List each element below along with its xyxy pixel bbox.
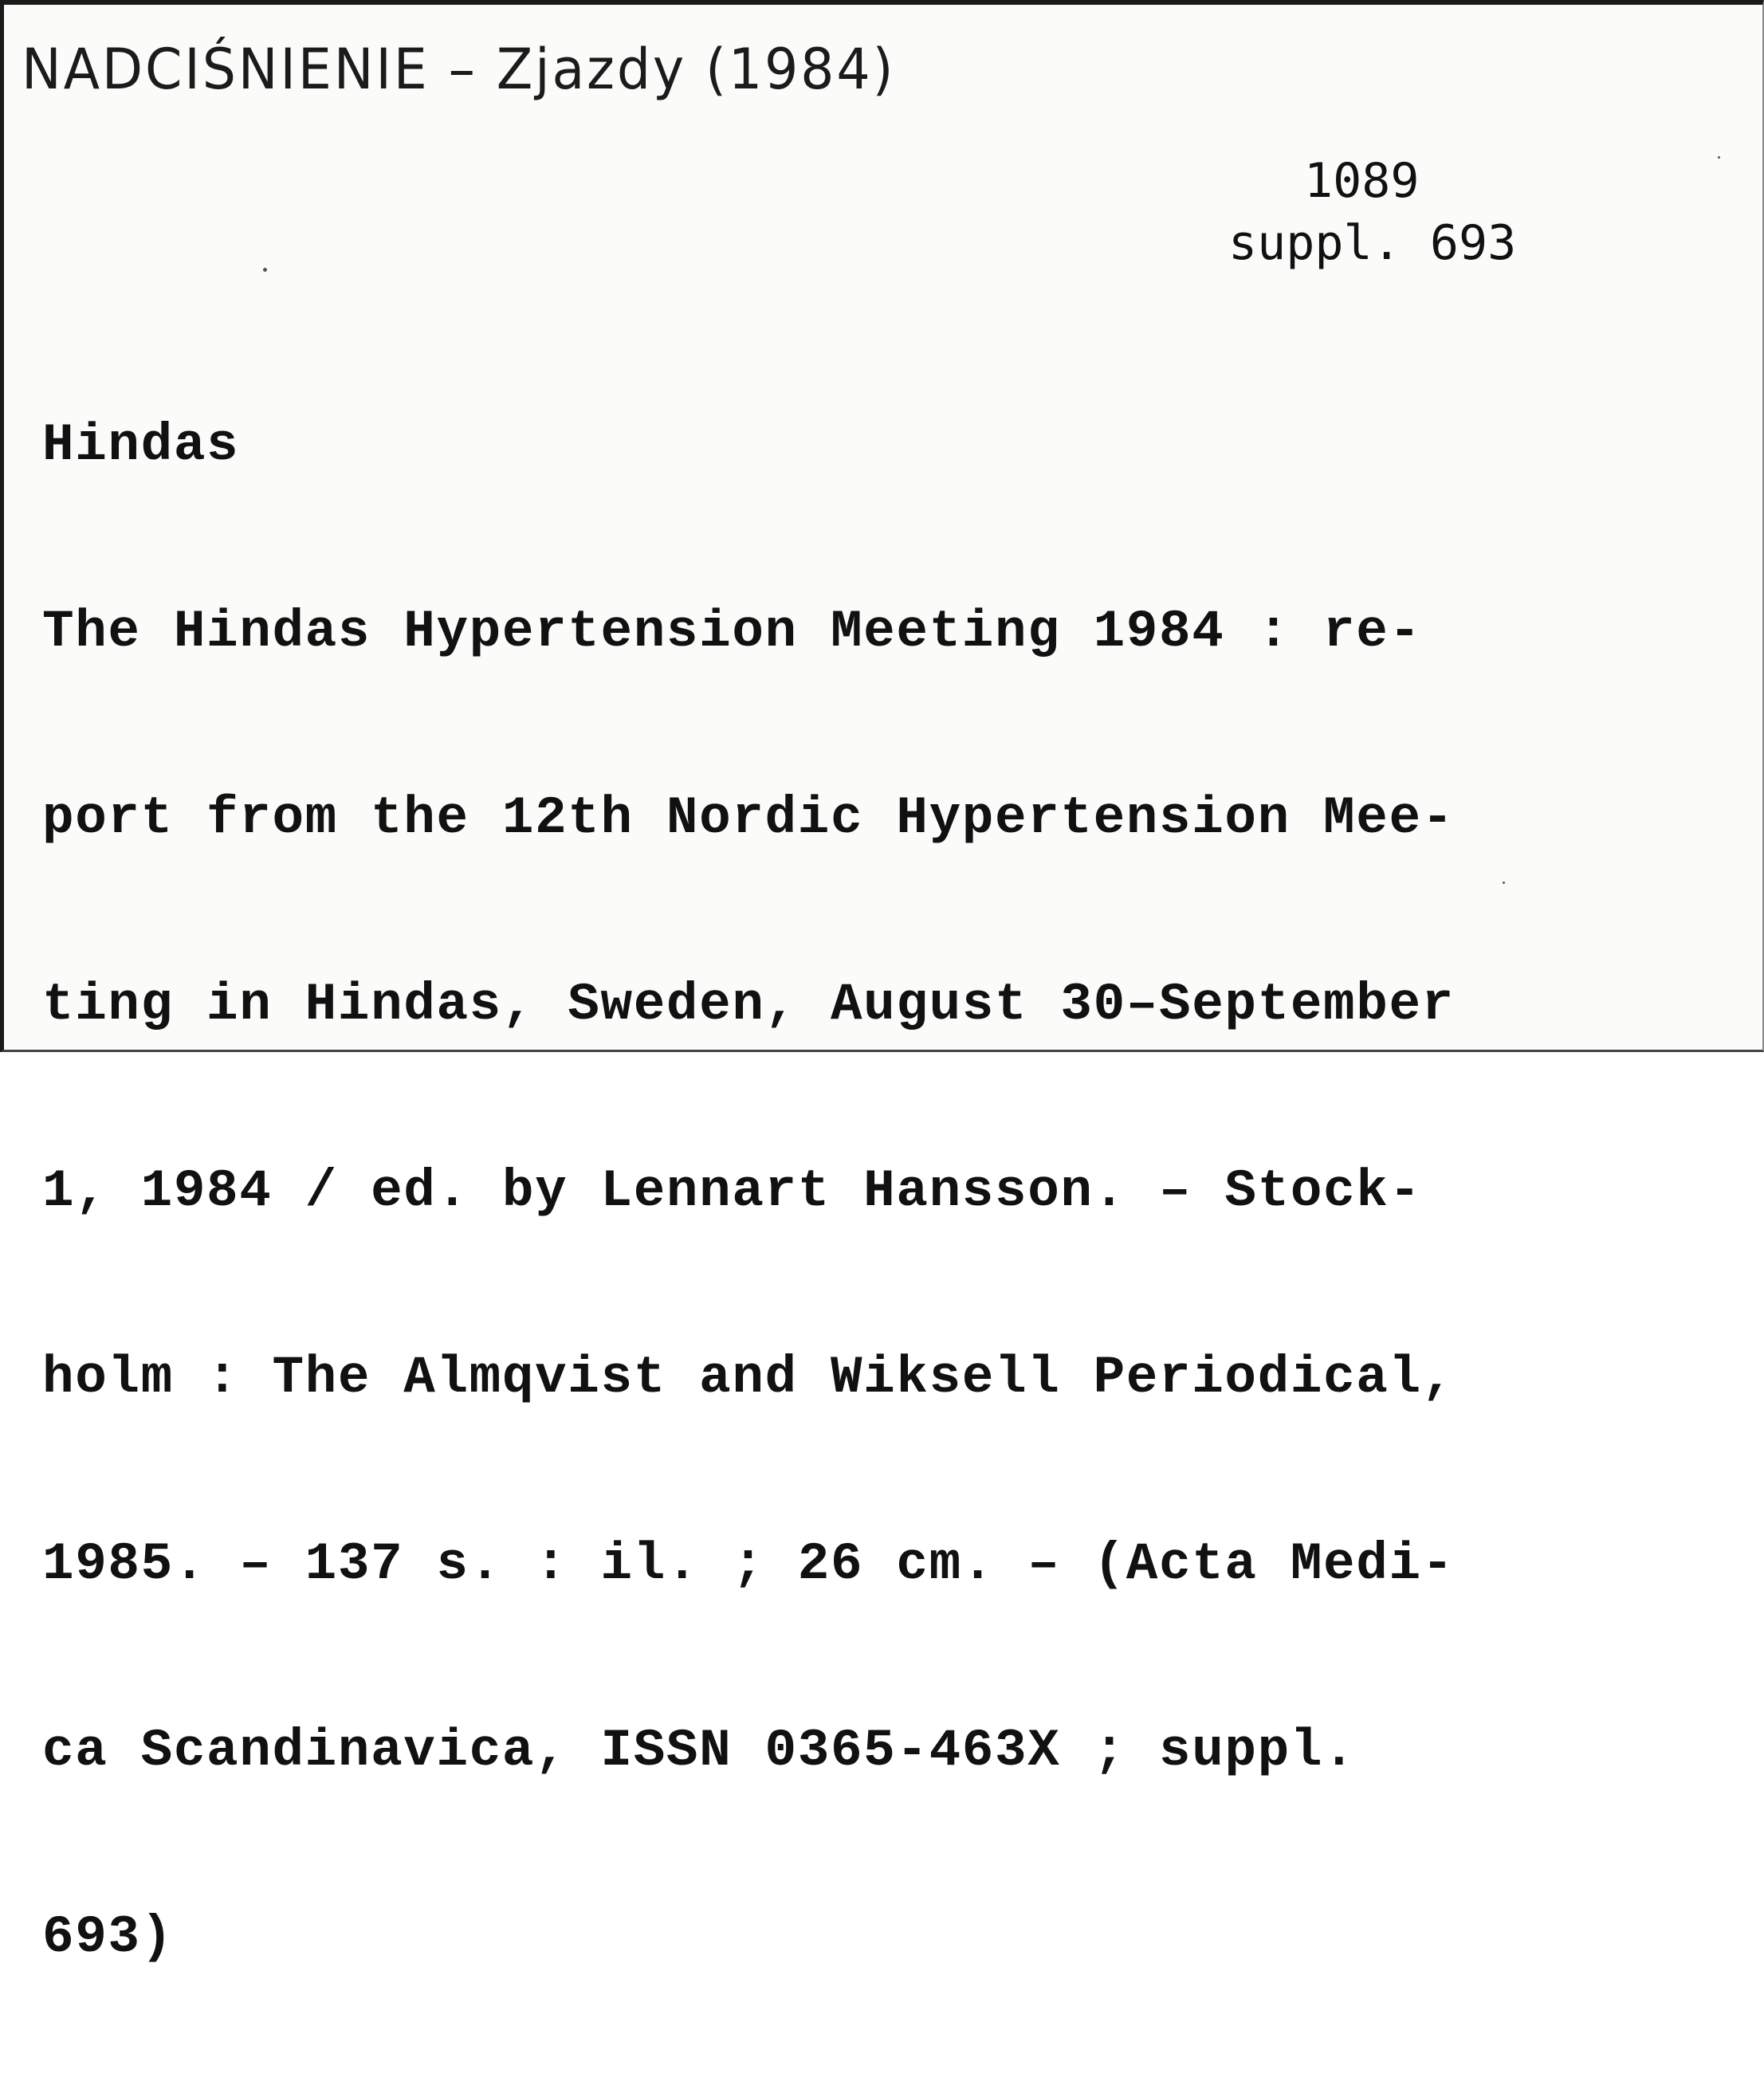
shelf-supplement: suppl. 693 (1228, 215, 1517, 271)
entry-line: The Hindas Hypertension Meeting 1984 : re- (42, 602, 1422, 662)
entry-line: 693) (42, 1907, 174, 1967)
paper-speck (1718, 156, 1720, 159)
entry-line: 1985. – 137 s. : il. ; 26 cm. – (Acta Medi- (42, 1534, 1455, 1594)
entry-line: holm : The Almqvist and Wiksell Periodical, (42, 1348, 1455, 1408)
entry-line: ca Scandinavica, ISSN 0365-463X ; suppl. (42, 1721, 1357, 1781)
entry-line: Hindas (42, 415, 240, 475)
bibliographic-entry (42, 290, 1748, 2093)
entry-line: 1, 1984 / ed. by Lennart Hansson. – Stock- (42, 1161, 1422, 1221)
shelf-mark (1228, 150, 1643, 274)
entry-line: port from the 12th Nordic Hypertension Mee- (42, 788, 1455, 848)
paper-speck (263, 268, 267, 272)
shelf-number: 1089 (1304, 153, 1420, 209)
entry-line: ting in Hindas, Sweden, August 30–September (42, 975, 1455, 1035)
subject-heading: NADCIŚNIENIE – Zjazdy (1984) (22, 37, 896, 102)
paper-speck (1503, 882, 1505, 884)
